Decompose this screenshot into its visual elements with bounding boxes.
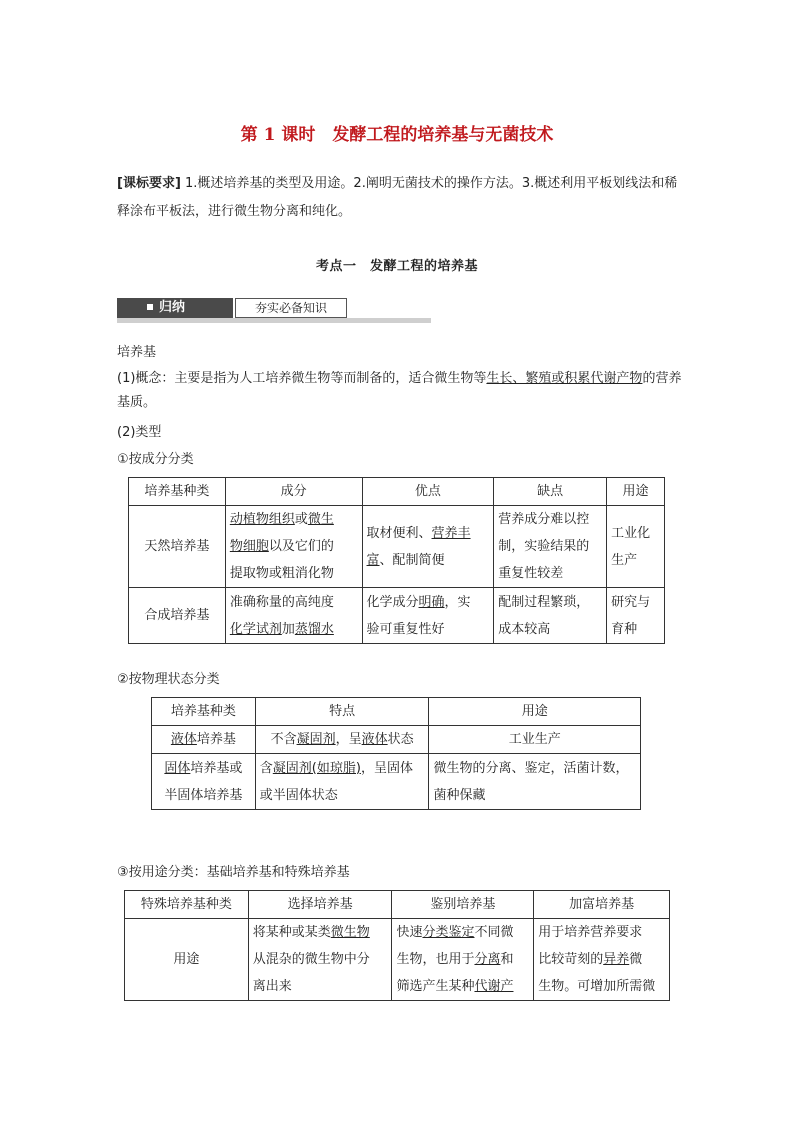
table-cell: 用途 bbox=[125, 919, 249, 1001]
underlined-text: 异养 bbox=[603, 952, 630, 967]
underlined-text: 蒸馏水 bbox=[294, 621, 334, 637]
cell-text: 生物，也用于 bbox=[396, 952, 475, 967]
cell-text: 或 bbox=[294, 512, 308, 527]
table-cell bbox=[225, 588, 362, 644]
table-row bbox=[152, 726, 641, 754]
cell-text: 育种 bbox=[611, 621, 638, 637]
table-cell bbox=[362, 506, 494, 588]
table-cell: 工业生产 bbox=[429, 726, 641, 754]
table-cell bbox=[152, 754, 256, 810]
underlined-text: 微生物 bbox=[330, 925, 370, 940]
table-cell bbox=[255, 726, 429, 754]
composition-table bbox=[128, 477, 665, 644]
cell-text: 和 bbox=[500, 952, 514, 967]
cell-text: 快速 bbox=[396, 925, 423, 940]
section-heading: 考点一 发酵工程的培养基 bbox=[315, 259, 478, 274]
banner-underline bbox=[117, 318, 431, 323]
underlined-text: 微生 bbox=[307, 512, 334, 527]
cell-text: 准确称量的高纯度 bbox=[229, 594, 334, 610]
curriculum-requirements bbox=[117, 170, 687, 226]
cell-text: 筛选产生某种 bbox=[396, 979, 475, 994]
underlined-text: 分类鉴定 bbox=[422, 925, 475, 940]
table3-heading: ③按用途分类：基础培养基和特殊培养基 bbox=[117, 865, 350, 880]
usage-table bbox=[124, 890, 670, 1001]
cell-text: 以及它们的 bbox=[268, 539, 334, 554]
underlined-text: 液体 bbox=[170, 732, 197, 747]
cell-text: 生物。可增加所需微 bbox=[538, 979, 656, 994]
underlined-text: 营养丰 bbox=[431, 525, 471, 541]
cell-text: 含 bbox=[259, 760, 273, 776]
cell-text: 比较苛刻的 bbox=[538, 952, 604, 967]
underlined-text: 分离 bbox=[474, 952, 501, 967]
cell-text: ，实 bbox=[444, 594, 471, 610]
table1-heading: ①按成分分类 bbox=[117, 452, 194, 467]
underlined-text: 物细胞 bbox=[229, 539, 269, 554]
table-header-cell: 加富培养基 bbox=[534, 891, 670, 919]
type-heading: (2)类型 bbox=[117, 425, 162, 440]
cell-text: 取材便利、 bbox=[366, 525, 432, 541]
cell-text: 从混杂的微生物中分 bbox=[252, 952, 370, 967]
underlined-text: 动植物组织 bbox=[229, 512, 295, 527]
cell-text: 研究与 bbox=[611, 594, 651, 610]
concept-text-end: 的营养基质。 bbox=[117, 371, 682, 410]
cell-text: 或半固体状态 bbox=[259, 787, 338, 803]
cell-text: 配制过程繁琐， bbox=[498, 594, 590, 610]
cell-text: 菌种保藏 bbox=[433, 787, 486, 803]
table-header-cell: 培养基种类 bbox=[152, 698, 256, 726]
cell-text: 、配制简便 bbox=[379, 552, 445, 568]
table-header-cell: 用途 bbox=[607, 478, 665, 506]
cell-text: 化学成分 bbox=[366, 594, 419, 610]
cell-text: 用于培养营养要求 bbox=[538, 925, 643, 940]
table-header-row bbox=[152, 698, 641, 726]
concept-underlined: 生长、繁殖或积累代谢产物 bbox=[486, 371, 643, 386]
table-cell: 合成培养基 bbox=[129, 588, 226, 644]
cell-text: 生产 bbox=[611, 552, 638, 568]
table-cell bbox=[607, 506, 665, 588]
underlined-text: 明确 bbox=[418, 594, 445, 610]
cell-text: 微 bbox=[629, 952, 643, 967]
banner-dark bbox=[117, 298, 233, 318]
cell-text: 状态 bbox=[387, 732, 414, 747]
cell-text: 制，实验结果的 bbox=[498, 539, 590, 554]
table-cell bbox=[225, 506, 362, 588]
table-cell bbox=[362, 588, 494, 644]
cell-text: 工业化 bbox=[611, 525, 651, 541]
table-header-cell: 培养基种类 bbox=[129, 478, 226, 506]
table-row bbox=[129, 506, 665, 588]
table-row bbox=[125, 919, 670, 1001]
cell-text: 营养成分难以控 bbox=[498, 512, 590, 527]
table-header-cell: 成分 bbox=[225, 478, 362, 506]
banner-right-label: 夯实必备知识 bbox=[235, 298, 347, 318]
requirements-text: 1.概述培养基的类型及用途。2.阐明无菌技术的操作方法。3.概述利用平板划线法和稀释涂布平板法，进行微生物分离和纯化。 bbox=[117, 176, 678, 219]
requirements-tag: [课标要求] bbox=[117, 176, 181, 191]
concept-text-start: (1)概念：主要是指为人工培养微生物等而制备的，适合微生物等 bbox=[117, 371, 487, 386]
cell-text: 半固体培养基 bbox=[164, 787, 243, 803]
cell-text: 培养基或 bbox=[190, 760, 243, 776]
underlined-text: 凝固剂(如琼脂) bbox=[272, 760, 361, 776]
cell-text: 重复性较差 bbox=[498, 566, 564, 581]
table-header-cell: 特殊培养基种类 bbox=[125, 891, 249, 919]
cell-text: ，呈 bbox=[335, 732, 362, 747]
table-header-cell: 优点 bbox=[362, 478, 494, 506]
page-title: 第 1 课时 发酵工程的培养基与无菌技术 bbox=[240, 125, 554, 145]
summary-banner bbox=[117, 296, 431, 324]
cell-text: ，呈固体 bbox=[360, 760, 413, 776]
table2-heading: ②按物理状态分类 bbox=[117, 672, 220, 687]
cell-text: 不同微 bbox=[474, 925, 514, 940]
section-title: 培养基 bbox=[117, 345, 157, 360]
underlined-text: 代谢产 bbox=[474, 979, 514, 994]
table-header-cell: 特点 bbox=[255, 698, 429, 726]
table-cell bbox=[607, 588, 665, 644]
underlined-text: 化学试剂 bbox=[229, 621, 282, 637]
table-cell bbox=[429, 754, 641, 810]
underlined-text: 富 bbox=[366, 552, 380, 568]
cell-text: 将某种或某类 bbox=[252, 925, 331, 940]
cell-text: 培养基 bbox=[196, 732, 236, 747]
cell-text: 提取物或粗消化物 bbox=[229, 566, 334, 581]
table-row bbox=[129, 588, 665, 644]
table-cell bbox=[152, 726, 256, 754]
banner-left-label: 归纳 bbox=[159, 300, 186, 315]
table-header-row bbox=[129, 478, 665, 506]
underlined-text: 液体 bbox=[361, 732, 388, 747]
concept-paragraph bbox=[117, 367, 692, 415]
table-header-row bbox=[125, 891, 670, 919]
table-header-cell: 选择培养基 bbox=[248, 891, 392, 919]
cell-text: 微生物的分离、鉴定，活菌计数， bbox=[433, 760, 629, 776]
underlined-text: 凝固剂 bbox=[296, 732, 336, 747]
table-cell: 天然培养基 bbox=[129, 506, 226, 588]
table-row bbox=[152, 754, 641, 810]
cell-text: 不含 bbox=[270, 732, 297, 747]
table-cell bbox=[392, 919, 534, 1001]
cell-text: 离出来 bbox=[252, 979, 292, 994]
cell-text: 验可重复性好 bbox=[366, 621, 445, 637]
physical-state-table bbox=[151, 697, 641, 810]
table-header-cell: 用途 bbox=[429, 698, 641, 726]
table-cell bbox=[255, 754, 429, 810]
table-header-cell: 鉴别培养基 bbox=[392, 891, 534, 919]
underlined-text: 固体 bbox=[164, 760, 191, 776]
square-icon bbox=[147, 304, 153, 310]
table-header-cell: 缺点 bbox=[494, 478, 607, 506]
cell-text: 加 bbox=[281, 621, 295, 637]
table-cell bbox=[494, 506, 607, 588]
table-cell bbox=[534, 919, 670, 1001]
cell-text: 成本较高 bbox=[498, 621, 551, 637]
table-cell bbox=[248, 919, 392, 1001]
table-cell bbox=[494, 588, 607, 644]
